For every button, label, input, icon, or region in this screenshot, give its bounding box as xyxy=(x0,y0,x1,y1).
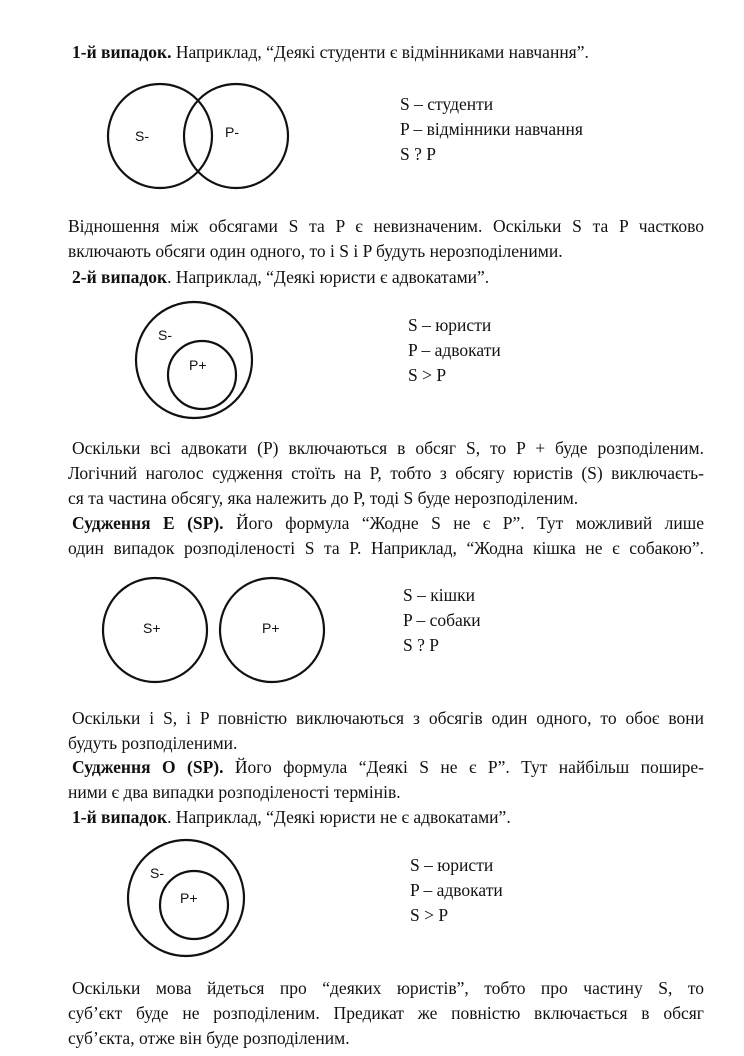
paragraph-line: Логічний наголос судження стоїть на P, тобто з обсягу юристів (S) виключаєть- xyxy=(68,463,704,483)
paragraph-line: Оскільки всі адвокати (P) включаються в обсяг S, то P + буде розподіленим. xyxy=(72,438,704,458)
diagram-3-exclusion xyxy=(103,578,324,682)
legend-relation: S ? P xyxy=(403,635,439,655)
case-text: Наприклад, “Деякі студенти є відмінниками навчання”. xyxy=(171,42,589,62)
p-circle-label: P+ xyxy=(262,620,280,636)
legend-relation: S > P xyxy=(408,365,447,385)
case-1-o-intro xyxy=(72,807,704,827)
judgment-e-intro xyxy=(72,513,704,533)
paragraph-line: включають обсяги один одного, то і S і P будуть нерозподіленими. xyxy=(68,241,563,261)
p-circle xyxy=(168,341,236,409)
case-label: 1-й випадок xyxy=(72,807,168,827)
legend-relation: S > P xyxy=(410,905,449,925)
legend-p: P – адвокати xyxy=(408,340,501,360)
legend-p: P – адвокати xyxy=(410,880,503,900)
paragraph-line: суб’єкт буде не розподіленим. Предикат же повністю включається в обсяг xyxy=(68,1003,704,1023)
diagram-4-inclusion xyxy=(128,840,244,956)
s-circle-label: S+ xyxy=(143,620,161,636)
diagram-1-overlap xyxy=(108,84,288,188)
legend-s: S – студенти xyxy=(400,94,494,114)
paragraph-line: суб’єкта, отже він буде розподіленим. xyxy=(68,1028,350,1048)
legend-p: P – відмінники навчання xyxy=(400,119,583,139)
legend-s: S – юристи xyxy=(410,855,494,875)
s-circle-label: S- xyxy=(158,327,172,343)
legend-p: P – собаки xyxy=(403,610,481,630)
legend-s: S – кішки xyxy=(403,585,475,605)
diagram-4-legend xyxy=(410,853,503,928)
case-2-intro xyxy=(72,267,704,287)
diagram-1-legend xyxy=(400,92,583,167)
diagram-2-inclusion xyxy=(136,302,252,418)
p-circle-label: P+ xyxy=(180,890,198,906)
paragraph-line: Відношення між обсягами S та P є невизначеним. Оскільки S та P частково xyxy=(68,216,704,236)
s-circle-label: S- xyxy=(150,865,164,881)
p-circle-label: P- xyxy=(225,124,239,140)
legend-s: S – юристи xyxy=(408,315,492,335)
p-circle-label: P+ xyxy=(189,357,207,373)
judgment-text: Його формула “Жодне S не є P”. Тут можливий лише xyxy=(223,513,705,533)
paragraph-line: один випадок розподіленості S та P. Наприклад, “Жодна кішка не є собакою”. xyxy=(68,538,704,558)
legend-relation: S ? P xyxy=(400,144,436,164)
paragraph-line: будуть розподіленими. xyxy=(68,733,238,753)
diagram-3-legend xyxy=(403,583,481,658)
case-text: . Наприклад, “Деякі юристи не є адвокатами”. xyxy=(167,807,511,827)
case-label: 1-й випадок. xyxy=(72,42,172,62)
paragraph-line: Оскільки мова йдеться про “деяких юристів”, тобто про частину S, то xyxy=(72,978,704,998)
paragraph-line: ся та частина обсягу, яка належить до P, тоді S буде нерозподіленим. xyxy=(68,488,579,508)
judgment-label: Судження O (SP). xyxy=(72,757,224,777)
judgment-text: Його формула “Деякі S не є P”. Тут найбільш пошире- xyxy=(223,757,704,777)
paragraph-line: Оскільки і S, і P повністю виключаються з обсягів один одного, то обоє вони xyxy=(72,708,704,728)
judgment-o-intro xyxy=(72,757,704,777)
paragraph-line: ними є два випадки розподіленості термінів. xyxy=(68,782,401,802)
s-circle xyxy=(108,84,212,188)
diagram-2-legend xyxy=(408,313,501,388)
judgment-label: Судження E (SP). xyxy=(72,513,224,533)
case-text: . Наприклад, “Деякі юристи є адвокатами”. xyxy=(167,267,490,287)
s-circle-label: S- xyxy=(135,128,149,144)
case-label: 2-й випадок xyxy=(72,267,168,287)
